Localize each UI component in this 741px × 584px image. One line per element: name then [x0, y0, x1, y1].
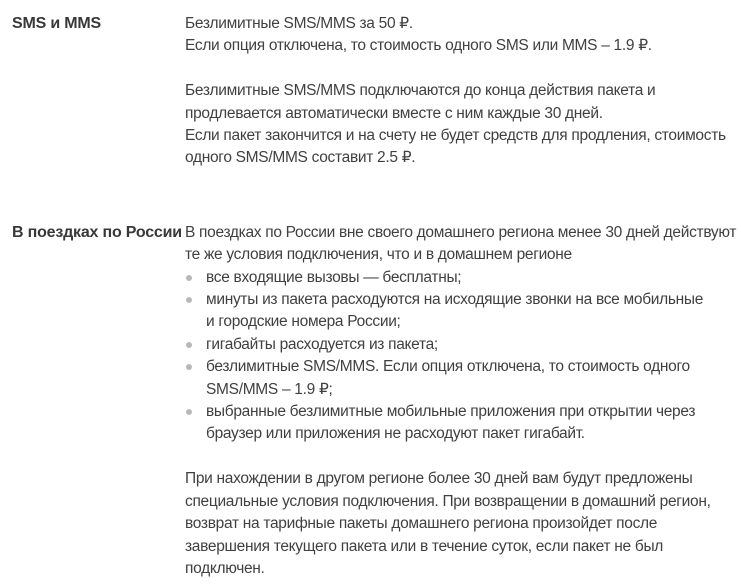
text-line: SMS/MMS – 1.9 ₽; — [206, 380, 333, 398]
bullet-dot-icon — [186, 409, 192, 415]
text-line: подключен. — [185, 559, 265, 577]
list-item-gigabytes — [185, 334, 737, 356]
text-line: возврат на тарифные пакеты домашнего региона произойдет после — [185, 515, 658, 533]
text-line: гигабайты расходуется из пакета; — [206, 335, 438, 353]
section-sms-mms — [12, 13, 737, 170]
section-travel-russia — [12, 222, 737, 580]
text-line: Безлимитные SMS/MMS за 50 ₽. — [185, 15, 413, 32]
text-line: браузер или приложения не расходуют пакет гигабайт. — [206, 425, 585, 443]
paragraph-travel-intro — [185, 222, 737, 267]
text-line: минуты из пакета расходуются на исходящие звонки на все мобильные — [206, 291, 704, 309]
text-line: выбранные безлимитные мобильные приложения при открытии через — [206, 403, 696, 421]
text-line: продлевается автоматически вместе с ним каждые 30 дней. — [185, 104, 603, 122]
text-line: безлимитные SMS/MMS. Если опция отключена, то стоимость одного — [206, 358, 690, 376]
paragraph-sms-price — [185, 13, 737, 58]
bullet-dot-icon — [186, 275, 192, 281]
text-line: Если опция отключена, то стоимость одного SMS или MMS – 1.9 ₽. — [185, 37, 652, 55]
bullet-dot-icon — [186, 342, 192, 348]
list-item-package-minutes — [185, 289, 737, 334]
text-line: В поездках по России вне своего домашнего региона менее 30 дней действуют — [185, 223, 737, 241]
text-line: специальные условия подключения. При возвращении в домашний регион, — [185, 492, 711, 510]
paragraph-travel-long-stay — [185, 468, 737, 580]
bullet-dot-icon — [186, 364, 192, 370]
section-label-travel-russia: В поездках по России — [12, 223, 182, 241]
bullet-dot-icon — [186, 297, 192, 303]
section-label-sms-mms: SMS и MMS — [12, 15, 101, 32]
list-item-incoming-calls — [185, 267, 737, 289]
text-line: завершения текущего пакета или в течение суток, если пакет не был — [185, 537, 664, 555]
section-body-sms-mms — [185, 13, 737, 170]
text-line: Безлимитные SMS/MMS подключаются до конца действия пакета и — [185, 82, 656, 100]
text-line: Если пакет закончится и на счету не будет средств для продления, стоимость — [185, 127, 726, 145]
text-line: одного SMS/MMS составит 2.5 ₽. — [185, 149, 416, 167]
travel-conditions-list — [185, 267, 737, 446]
text-line: и городские номера России; — [206, 313, 401, 331]
list-item-unlimited-apps — [185, 401, 737, 446]
section-body-travel-russia — [185, 222, 737, 580]
text-line: все входящие вызовы — бесплатны; — [206, 268, 462, 286]
paragraph-sms-renewal — [185, 80, 737, 170]
text-line: При нахождении в другом регионе более 30 дней вам будут предложены — [185, 470, 693, 488]
list-item-unlimited-sms — [185, 356, 737, 401]
text-line: те же условия подключения, что и в домашнем регионе — [185, 246, 572, 264]
